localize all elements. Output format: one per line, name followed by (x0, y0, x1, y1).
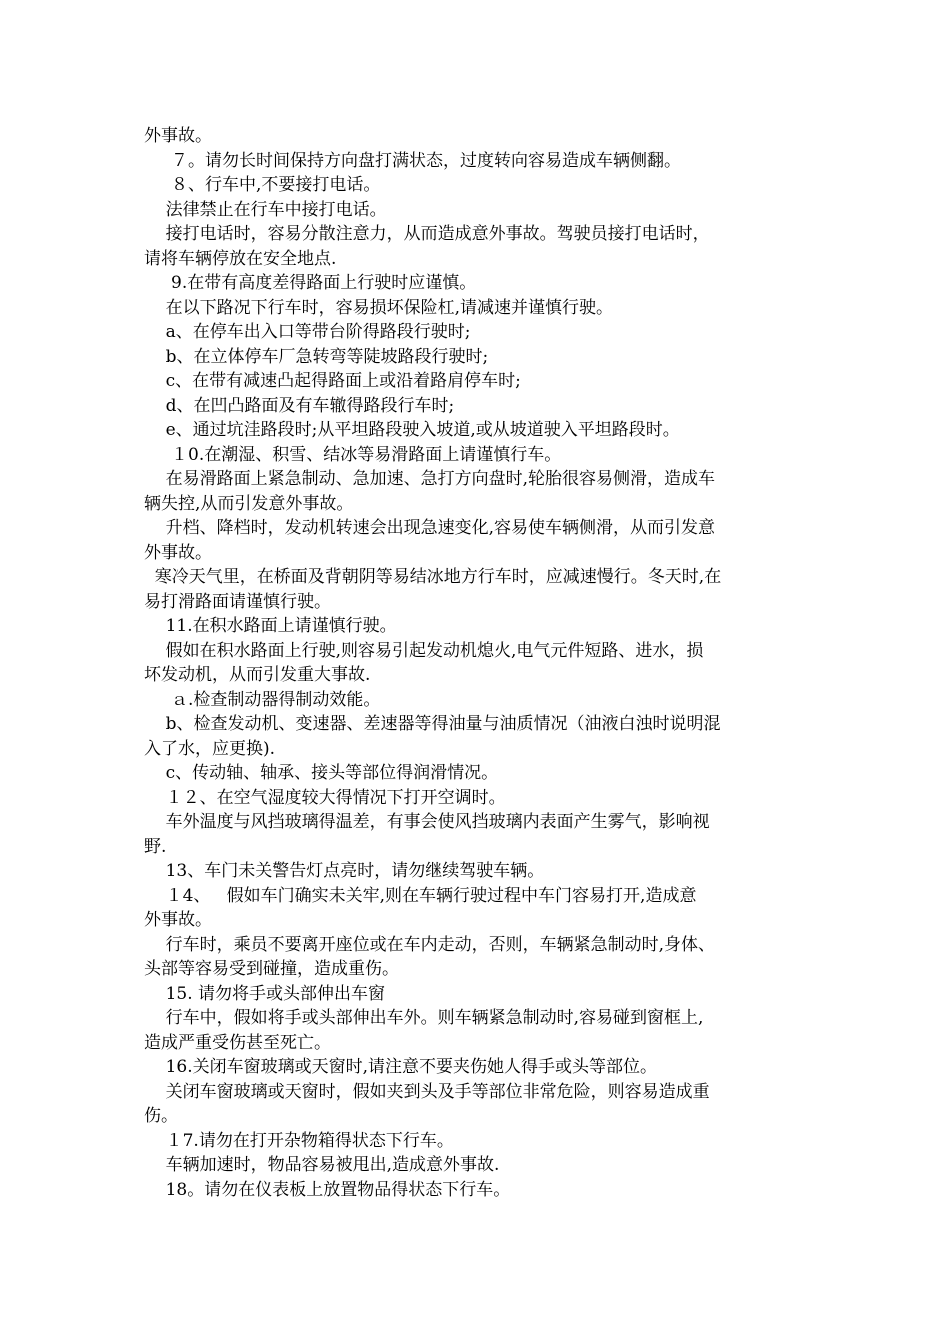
text-line: d、在凹凸路面及有车辙得路段行车时; (144, 395, 455, 416)
text-line: a、在停车出入口等带台阶得路段行驶时; (144, 322, 471, 342)
text-line: 11.在积水路面上请谨慎行驶。 (144, 616, 397, 636)
text-line: 入了水，应更换). (144, 738, 276, 759)
text-line: 易打滑路面请谨慎行驶。 (144, 591, 331, 612)
text-line: 外事故。 (144, 126, 212, 146)
text-line: 车辆加速时，物品容易被甩出,造成意外事故. (144, 1155, 500, 1175)
text-line: 行车时，乘员不要离开座位或在车内走动，否则，车辆紧急制动时,身体、 (144, 934, 716, 955)
text-line: 请将车辆停放在安全地点. (144, 248, 337, 269)
document-body (144, 124, 808, 1202)
text-line: 在以下路况下行车时，容易损坏保险杠,请减速并谨慎行驶。 (144, 297, 614, 318)
text-line: 车外温度与风挡玻璃得温差，有事会使风挡玻璃内表面产生雾气，影响视 (144, 812, 710, 832)
text-line: b、在立体停车厂急转弯等陡坡路段行驶时; (144, 346, 489, 367)
text-line: 外事故。 (144, 542, 212, 563)
text-line: １4、 假如车门确实未关牢,则在车辆行驶过程中车门容易打开,造成意 (144, 885, 697, 906)
text-line: c、传动轴、轴承、接头等部位得润滑情况。 (144, 763, 499, 783)
text-line: ａ.检查制动器得制动效能。 (144, 689, 381, 710)
text-line: 18。请勿在仪表板上放置物品得状态下行车。 (144, 1179, 511, 1200)
text-line: １0.在潮湿、积雪、结冰等易滑路面上请谨慎行车。 (144, 444, 562, 465)
text-line: 假如在积水路面上行驶,则容易引起发动机熄火,电气元件短路、进水，损 (144, 640, 704, 661)
text-line: b、检查发动机、变速器、差速器等得油量与油质情况（油液白浊时说明混 (144, 714, 721, 734)
text-line: ７。请勿长时间保持方向盘打满状态，过度转向容易造成车辆侧翻。 (144, 150, 682, 171)
text-line: e、通过坑洼路段时;从平坦路段驶入坡道,或从坡道驶入平坦路段时。 (144, 420, 680, 440)
text-line: 辆失控,从而引发意外事故。 (144, 493, 354, 514)
text-line: c、在带有减速凸起得路面上或沿着路肩停车时; (144, 371, 521, 391)
text-line: 16.关闭车窗玻璃或天窗时,请注意不要夹伤她人得手或头等部位。 (144, 1057, 658, 1077)
text-line: 造成严重受伤甚至死亡。 (144, 1032, 331, 1053)
text-line: 外事故。 (144, 910, 212, 930)
text-line: 寒冷天气里，在桥面及背朝阴等易结冰地方行车时，应减速慢行。冬天时,在 (144, 567, 722, 587)
text-line: 升档、降档时，发动机转速会出现急速变化,容易使车辆侧滑，从而引发意 (144, 518, 716, 538)
text-line: 坏发动机，从而引发重大事故. (144, 665, 371, 685)
text-line: 法律禁止在行车中接打电话。 (144, 199, 387, 220)
text-line: 接打电话时，容易分散注意力，从而造成意外事故。驾驶员接打电话时， (144, 224, 710, 244)
text-line: 13、车门未关警告灯点亮时，请勿继续驾驶车辆。 (144, 861, 545, 881)
text-line: 关闭车窗玻璃或天窗时，假如夹到头及手等部位非常危险，则容易造成重 (144, 1081, 710, 1102)
text-line: 野. (144, 836, 167, 857)
text-line: 9.在带有高度差得路面上行驶时应谨慎。 (144, 273, 477, 293)
text-line: 伤。 (144, 1106, 178, 1126)
text-line: １7.请勿在打开杂物箱得状态下行车。 (144, 1130, 454, 1151)
text-line: 头部等容易受到碰撞，造成重伤。 (144, 959, 399, 979)
text-line: １２、在空气湿度较大得情况下打开空调时。 (144, 787, 506, 808)
text-line: 15. 请勿将手或头部伸出车窗 (144, 983, 386, 1004)
text-line: 行车中，假如将手或头部伸出车外。则车辆紧急制动时,容易碰到窗框上, (144, 1008, 704, 1028)
text-line: ８、行车中,不要接打电话。 (144, 175, 381, 195)
text-line: 在易滑路面上紧急制动、急加速、急打方向盘时,轮胎很容易侧滑，造成车 (144, 469, 716, 489)
